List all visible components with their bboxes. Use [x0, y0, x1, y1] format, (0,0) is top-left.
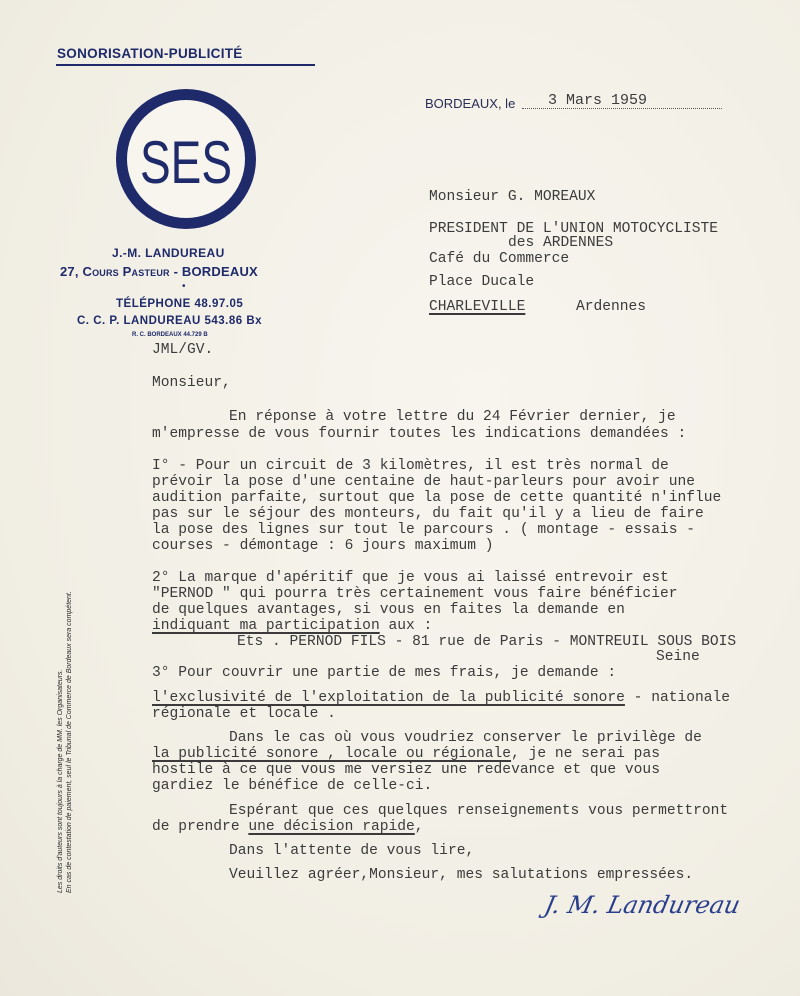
- side-note-line-2: En cas de contestation de paiement, seul le Tribunal de Commerce de Bordeaux sera compétent.: [66, 591, 73, 893]
- recipient-name: Monsieur G. MOREAUX: [429, 189, 596, 205]
- point-1-line-4: pas sur le séjour des monteurs, du fait qu'il y a lieu de faire: [152, 506, 704, 522]
- underlined-sound-advertising: la publicité sonore , locale ou régionale: [152, 746, 512, 762]
- paragraph-5-line-2-end: ,: [414, 819, 424, 835]
- city-prefix: BORDEAUX, le: [425, 96, 516, 111]
- pernod-address: Ets . PERNOD FILS - 81 rue de Paris - MONTREUIL SOUS BOIS: [237, 634, 737, 650]
- signature: J. M. Landureau: [542, 891, 743, 919]
- point-2-line-2: "PERNOD " qui pourra très certainement vous faire bénéficier: [152, 586, 678, 602]
- underlined-decision: une décision rapide: [248, 819, 415, 835]
- underlined-exclusivity: l'exclusivité de l'exploitation de la publicité sonore: [152, 690, 625, 706]
- paragraph-4-line-4: gardiez le bénéfice de celle-ci.: [152, 778, 433, 794]
- paragraph-5-line-2-start: de prendre: [152, 819, 249, 835]
- ccp-number: C. C. P. LANDUREAU 543.86 Bx: [77, 315, 263, 327]
- telephone: TÉLÉPHONE 48.97.05: [116, 298, 244, 310]
- company-title-underline: [56, 64, 315, 66]
- intro-line-1: En réponse à votre lettre du 24 Février dernier, je: [229, 409, 676, 425]
- paragraph-5-line-1: Espérant que ces quelques renseignements vous permettront: [229, 803, 729, 819]
- recipient-place-1: Café du Commerce: [429, 251, 570, 267]
- recipient-region: Ardennes: [576, 299, 647, 315]
- letter-date: 3 Mars 1959: [548, 92, 648, 109]
- point-2-line-3: de quelques avantages, si vous en faites la demande en: [152, 602, 625, 618]
- owner-name: J.-M. LANDUREAU: [112, 246, 225, 260]
- salutation: Monsieur,: [152, 375, 231, 391]
- recipient-title-2: des ARDENNES: [508, 235, 614, 251]
- ses-logo: [113, 86, 259, 232]
- point-3-line-2-rest: - nationale: [624, 690, 731, 706]
- point-1-line-2: prévoir la pose d'une centaine de haut-parleurs pour avoir une: [152, 474, 695, 490]
- point-1-line-1: I° - Pour un circuit de 3 kilomètres, il est très normal de: [152, 458, 669, 474]
- point-2-line-1: 2° La marque d'apéritif que je vous ai laissé entrevoir est: [152, 570, 669, 586]
- point-3-line-2: [152, 690, 730, 706]
- paragraph-4-line-3: hostile à ce que vous me versiez une redevance et que vous: [152, 762, 660, 778]
- rc-number: R. C. BORDEAUX 44.729 B: [132, 332, 208, 338]
- recipient-place-2: Place Ducale: [429, 274, 535, 290]
- side-note-line-1: Les droits d'auteurs sont toujours à la charge de MM. les Organisateurs.: [57, 669, 64, 893]
- recipient-city: CHARLEVILLE: [429, 299, 526, 315]
- point-1-line-6: courses - démontage : 6 jours maximum ): [152, 538, 494, 554]
- point-2-line-4-rest: aux :: [379, 618, 433, 634]
- intro-line-2: m'empresse de vous fournir toutes les indications demandées :: [152, 426, 687, 442]
- letter-reference: JML/GV.: [152, 342, 214, 358]
- recipient-title-1: PRESIDENT DE L'UNION MOTOCYCLISTE: [429, 221, 719, 237]
- company-title: SONORISATION-PUBLICITÉ: [57, 46, 243, 61]
- side-legal-note: [56, 591, 74, 893]
- closing-line-1: Dans l'attente de vous lire,: [229, 843, 475, 859]
- bullet-separator: •: [182, 281, 186, 292]
- paragraph-4-line-1: Dans le cas où vous voudriez conserver le privilège de: [229, 730, 702, 746]
- company-address: 27, Cours Pasteur - BORDEAUX: [60, 264, 258, 279]
- paragraph-4-line-2-rest: , je ne serai pas: [511, 746, 660, 762]
- paragraph-5-line-2: [152, 819, 424, 835]
- closing-line-2: Veuillez agréer,Monsieur, mes salutations empressées.: [229, 867, 694, 883]
- logo-text: SES: [140, 129, 232, 196]
- point-3-line-1: 3° Pour couvrir une partie de mes frais, je demande :: [152, 665, 617, 681]
- point-1-line-5: la pose des lignes sur tout le parcours . ( montage - essais -: [152, 522, 695, 538]
- pernod-seine: Seine: [656, 649, 700, 665]
- point-3-line-3: régionale et locale .: [152, 706, 336, 722]
- point-1-line-3: audition parfaite, surtout que la pose de cette quantité n'influe: [152, 490, 722, 506]
- underlined-participation: indiquant ma participation: [152, 618, 380, 634]
- point-2-line-4: [152, 618, 432, 634]
- paragraph-4-line-2: [152, 746, 660, 762]
